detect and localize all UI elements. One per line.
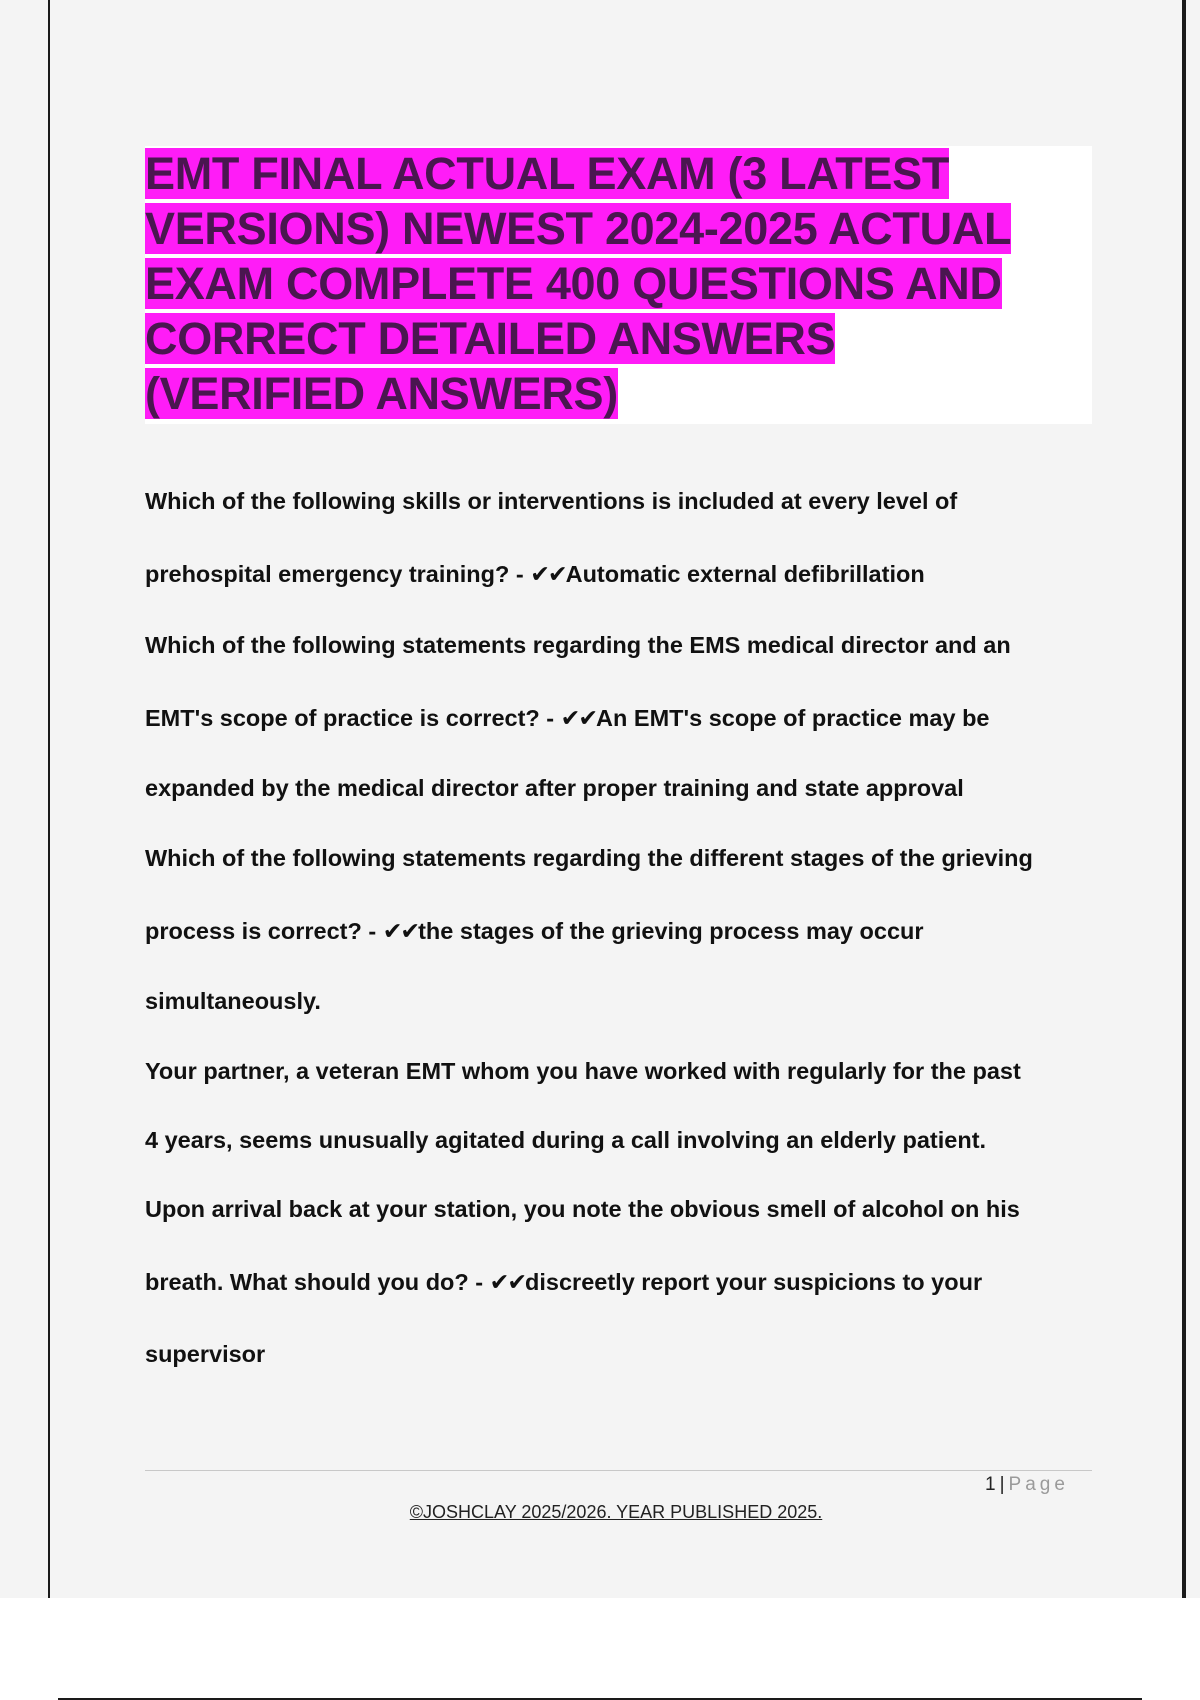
checkmark-icon: ✔✔ [530, 560, 566, 588]
question-4-line-3: Upon arrival back at your station, you note the obvious smell of alcohol on his [145, 1196, 1020, 1222]
question-3-line-1: Which of the following statements regarding the different stages of the grieving [145, 845, 1033, 871]
answer-4-text: discreetly report your suspicions to your [525, 1269, 983, 1295]
answer-3-line-2: simultaneously. [145, 988, 321, 1014]
question-4-line-1: Your partner, a veteran EMT whom you have worked with regularly for the past [145, 1058, 1021, 1084]
document-title [145, 146, 1092, 421]
page-right-border [1182, 0, 1186, 1598]
checkmark-icon: ✔✔ [560, 704, 597, 732]
question-1-line-2 [145, 560, 925, 588]
question-2-text: EMT's scope of practice is correct? - [145, 705, 561, 731]
page-number-value: 1 [985, 1474, 996, 1495]
answer-3-text: the stages of the grieving process may occur [418, 918, 924, 944]
title-line: VERSIONS) NEWEST 2024-2025 ACTUAL [145, 203, 1012, 254]
question-4-line-2: 4 years, seems unusually agitated during a call involving an elderly patient. [145, 1127, 987, 1153]
answer-1-text: Automatic external defibrillation [565, 561, 925, 587]
question-3-text: process is correct? - [145, 918, 383, 944]
page-number [985, 1474, 1069, 1496]
question-1-line-1: Which of the following skills or interventions is included at every level of [145, 488, 958, 514]
footer-divider [145, 1470, 1092, 1471]
page-number-separator: | [999, 1474, 1005, 1495]
answer-4-line-2: supervisor [145, 1341, 266, 1367]
title-line: EXAM COMPLETE 400 QUESTIONS AND [145, 258, 1002, 309]
answer-2-text: An EMT's scope of practice may be [596, 705, 990, 731]
question-4-text: breath. What should you do? - [145, 1269, 490, 1295]
title-line: CORRECT DETAILED ANSWERS [145, 313, 836, 364]
answer-2-line-2: expanded by the medical director after proper training and state approval [145, 775, 964, 801]
question-1-text: prehospital emergency training? - [145, 561, 531, 587]
title-line: (VERIFIED ANSWERS) [145, 368, 618, 419]
question-2-line-2 [145, 704, 990, 732]
question-4-line-4 [145, 1268, 982, 1296]
question-3-line-2 [145, 917, 924, 945]
page-left-border [48, 0, 50, 1598]
title-line: EMT FINAL ACTUAL EXAM (3 LATEST [145, 148, 950, 199]
question-2-line-1: Which of the following statements regarding the EMS medical director and an [145, 632, 1011, 658]
page-label: Page [1008, 1474, 1069, 1495]
copyright-notice: ©JOSHCLAY 2025/2026. YEAR PUBLISHED 2025. [409, 1502, 823, 1522]
checkmark-icon: ✔✔ [382, 917, 419, 945]
checkmark-icon: ✔✔ [489, 1268, 526, 1296]
